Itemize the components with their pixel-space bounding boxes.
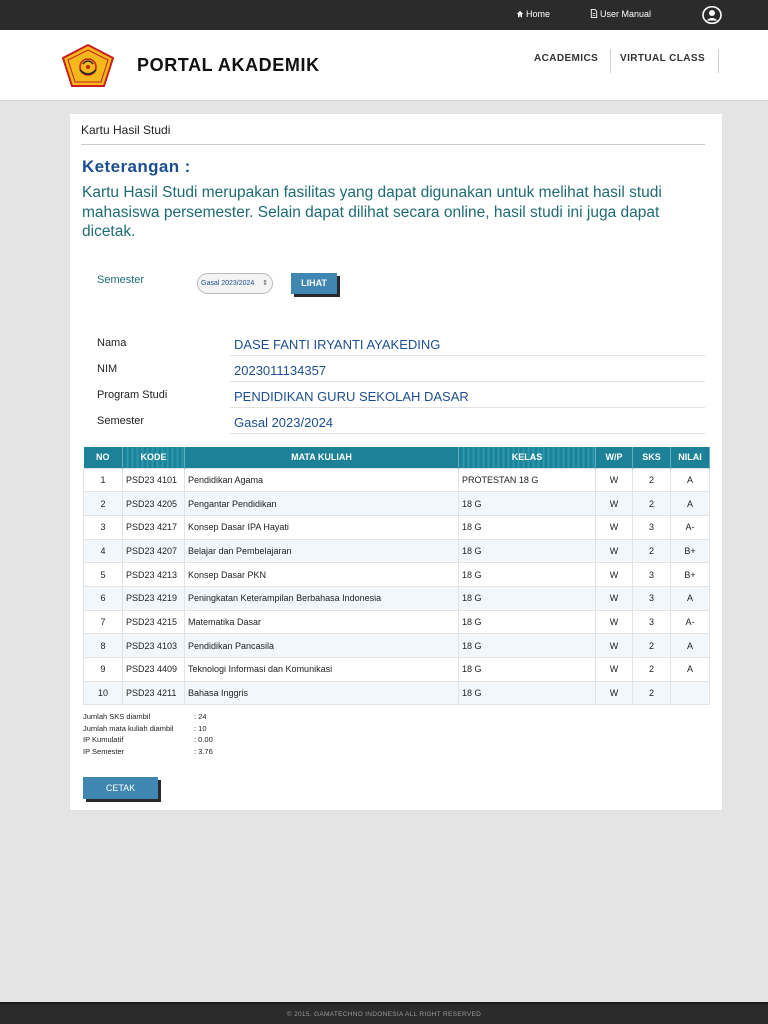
- info-label: NIM: [97, 363, 118, 375]
- keterangan-text: Kartu Hasil Studi merupakan fasilitas yang dapat digunakan untuk melihat hasil studi mahasiswa persemester. Selain dapat dilihat secara online, hasil studi ini juga dapat dicetak.: [82, 184, 662, 240]
- table-cell: 3: [633, 586, 671, 610]
- column-header: NILAI: [671, 447, 710, 468]
- info-label: Semester: [97, 415, 145, 427]
- table-cell: Peningkatan Keterampilan Berbahasa Indonesia: [185, 586, 459, 610]
- table-cell: 6: [84, 586, 123, 610]
- column-header: KELAS: [459, 447, 596, 468]
- table-cell: W: [596, 468, 633, 492]
- table-cell: 3: [633, 610, 671, 634]
- table-row: [84, 468, 710, 492]
- table-cell: Pengantar Pendidikan: [185, 492, 459, 516]
- table-cell: PSD23 4207: [123, 539, 185, 563]
- column-header: SKS: [633, 447, 671, 468]
- home-icon: [516, 10, 524, 18]
- table-cell: PSD23 4215: [123, 610, 185, 634]
- summary-value: : 10: [194, 723, 207, 733]
- university-logo: [62, 44, 114, 88]
- grade-summary: [83, 711, 213, 757]
- table-cell: 3: [633, 515, 671, 539]
- table-cell: W: [596, 515, 633, 539]
- table-row: [84, 610, 710, 634]
- table-cell: PSD23 4211: [123, 681, 185, 705]
- table-cell: 18 G: [459, 634, 596, 658]
- summary-value: : 24: [194, 712, 207, 721]
- table-cell: 7: [84, 610, 123, 634]
- lihat-button[interactable]: LIHAT: [291, 273, 337, 294]
- document-icon: [590, 9, 598, 18]
- table-cell: W: [596, 563, 633, 587]
- table-row: [84, 539, 710, 563]
- summary-row: [83, 711, 207, 723]
- table-cell: 18 G: [459, 610, 596, 634]
- nav-virtual-class[interactable]: VIRTUAL CLASS: [620, 53, 706, 64]
- table-cell: 2: [633, 681, 671, 705]
- table-cell: Teknologi Informasi dan Komunikasi: [185, 658, 459, 682]
- student-info-row: [97, 382, 705, 408]
- table-cell: PSD23 4101: [123, 468, 185, 492]
- semester-filter-label: Semester: [97, 274, 145, 286]
- nav-divider: [610, 49, 611, 73]
- summary-row: [83, 723, 207, 735]
- info-label: Nama: [97, 337, 127, 349]
- table-cell: 18 G: [459, 586, 596, 610]
- table-cell: 1: [84, 468, 123, 492]
- table-cell: 3: [84, 515, 123, 539]
- column-header: W/P: [596, 447, 633, 468]
- table-cell: W: [596, 681, 633, 705]
- table-row: [84, 634, 710, 658]
- info-label: Program Studi: [97, 389, 168, 401]
- keterangan-heading: Keterangan :: [82, 157, 191, 176]
- table-cell: Konsep Dasar PKN: [185, 563, 459, 587]
- table-cell: W: [596, 610, 633, 634]
- grades-table: [83, 447, 710, 705]
- table-cell: 2: [633, 492, 671, 516]
- info-value: PENDIDIKAN GURU SEKOLAH DASAR: [234, 389, 469, 404]
- column-header: KODE: [123, 447, 185, 468]
- table-cell: [671, 681, 710, 705]
- table-cell: A: [671, 492, 710, 516]
- student-info-row: [97, 408, 705, 434]
- summary-value: : 0.00: [194, 735, 213, 744]
- summary-label: Jumlah mata kuliah diambil: [83, 723, 174, 733]
- table-cell: 18 G: [459, 539, 596, 563]
- column-header: NO: [84, 447, 123, 468]
- table-cell: B+: [671, 563, 710, 587]
- table-cell: Bahasa Inggris: [185, 681, 459, 705]
- home-link[interactable]: [516, 9, 550, 19]
- select-arrows-icon: ⇕: [262, 280, 268, 287]
- table-cell: A-: [671, 515, 710, 539]
- table-cell: 9: [84, 658, 123, 682]
- table-cell: PSD23 4409: [123, 658, 185, 682]
- table-row: [84, 515, 710, 539]
- table-cell: A: [671, 658, 710, 682]
- table-cell: PSD23 4103: [123, 634, 185, 658]
- table-cell: A: [671, 586, 710, 610]
- table-cell: 18 G: [459, 563, 596, 587]
- table-cell: 2: [84, 492, 123, 516]
- table-row: [84, 586, 710, 610]
- table-cell: 2: [633, 658, 671, 682]
- nav-academics[interactable]: ACADEMICS: [534, 53, 599, 64]
- table-cell: 2: [633, 539, 671, 563]
- student-info-row: [97, 356, 705, 382]
- table-cell: 5: [84, 563, 123, 587]
- table-cell: 2: [633, 634, 671, 658]
- table-cell: A: [671, 468, 710, 492]
- student-info-row: [97, 330, 705, 356]
- table-row: [84, 563, 710, 587]
- table-cell: W: [596, 634, 633, 658]
- table-cell: 3: [633, 563, 671, 587]
- table-cell: PSD23 4217: [123, 515, 185, 539]
- table-cell: 18 G: [459, 492, 596, 516]
- summary-label: IP Kumulatif: [83, 735, 124, 744]
- page-title: Kartu Hasil Studi: [81, 123, 171, 137]
- title-divider: [81, 144, 705, 145]
- semester-select-value: Gasal 2023/2024: [201, 280, 255, 287]
- table-cell: Belajar dan Pembelajaran: [185, 539, 459, 563]
- table-cell: PROTESTAN 18 G: [459, 468, 596, 492]
- table-row: [84, 681, 710, 705]
- cetak-button[interactable]: CETAK: [83, 777, 158, 799]
- info-value: DASE FANTI IRYANTI AYAKEDING: [234, 337, 441, 352]
- table-cell: A: [671, 634, 710, 658]
- site-brand[interactable]: PORTAL AKADEMIK: [137, 55, 320, 75]
- table-cell: 2: [633, 468, 671, 492]
- table-cell: 4: [84, 539, 123, 563]
- table-cell: Matematika Dasar: [185, 610, 459, 634]
- table-cell: Konsep Dasar IPA Hayati: [185, 515, 459, 539]
- table-cell: 18 G: [459, 681, 596, 705]
- content-card: [70, 114, 722, 810]
- table-cell: 18 G: [459, 515, 596, 539]
- column-header: MATA KULIAH: [185, 447, 459, 468]
- table-cell: PSD23 4219: [123, 586, 185, 610]
- summary-row: [83, 746, 213, 758]
- table-cell: W: [596, 492, 633, 516]
- table-cell: PSD23 4205: [123, 492, 185, 516]
- nav-divider: [718, 49, 719, 73]
- table-cell: PSD23 4213: [123, 563, 185, 587]
- footer-copyright: © 2015. GAMATECHNO INDONESIA ALL RIGHT RESERVED: [0, 1002, 768, 1024]
- table-row: [84, 492, 710, 516]
- user-manual-link[interactable]: [590, 9, 651, 19]
- table-cell: 10: [84, 681, 123, 705]
- table-cell: W: [596, 586, 633, 610]
- table-cell: B+: [671, 539, 710, 563]
- table-cell: W: [596, 658, 633, 682]
- summary-label: IP Semester: [83, 746, 125, 756]
- user-manual-label: User Manual: [600, 9, 652, 19]
- semester-select[interactable]: [197, 273, 273, 294]
- table-row: [84, 658, 710, 682]
- table-cell: Pendidikan Pancasila: [185, 634, 459, 658]
- info-value: Gasal 2023/2024: [234, 415, 334, 430]
- home-label: Home: [526, 9, 551, 19]
- user-account-icon[interactable]: [702, 6, 722, 24]
- table-cell: A-: [671, 610, 710, 634]
- table-cell: Pendidikan Agama: [185, 468, 459, 492]
- summary-value: : 3.76: [194, 746, 213, 756]
- site-header: [0, 30, 768, 101]
- table-cell: 8: [84, 634, 123, 658]
- table-cell: W: [596, 539, 633, 563]
- info-value: 2023011134357: [234, 363, 327, 378]
- summary-label: Jumlah SKS diambil: [83, 712, 151, 721]
- summary-row: [83, 734, 213, 746]
- table-header-row: [84, 447, 710, 468]
- top-bar: [0, 0, 768, 30]
- table-cell: 18 G: [459, 658, 596, 682]
